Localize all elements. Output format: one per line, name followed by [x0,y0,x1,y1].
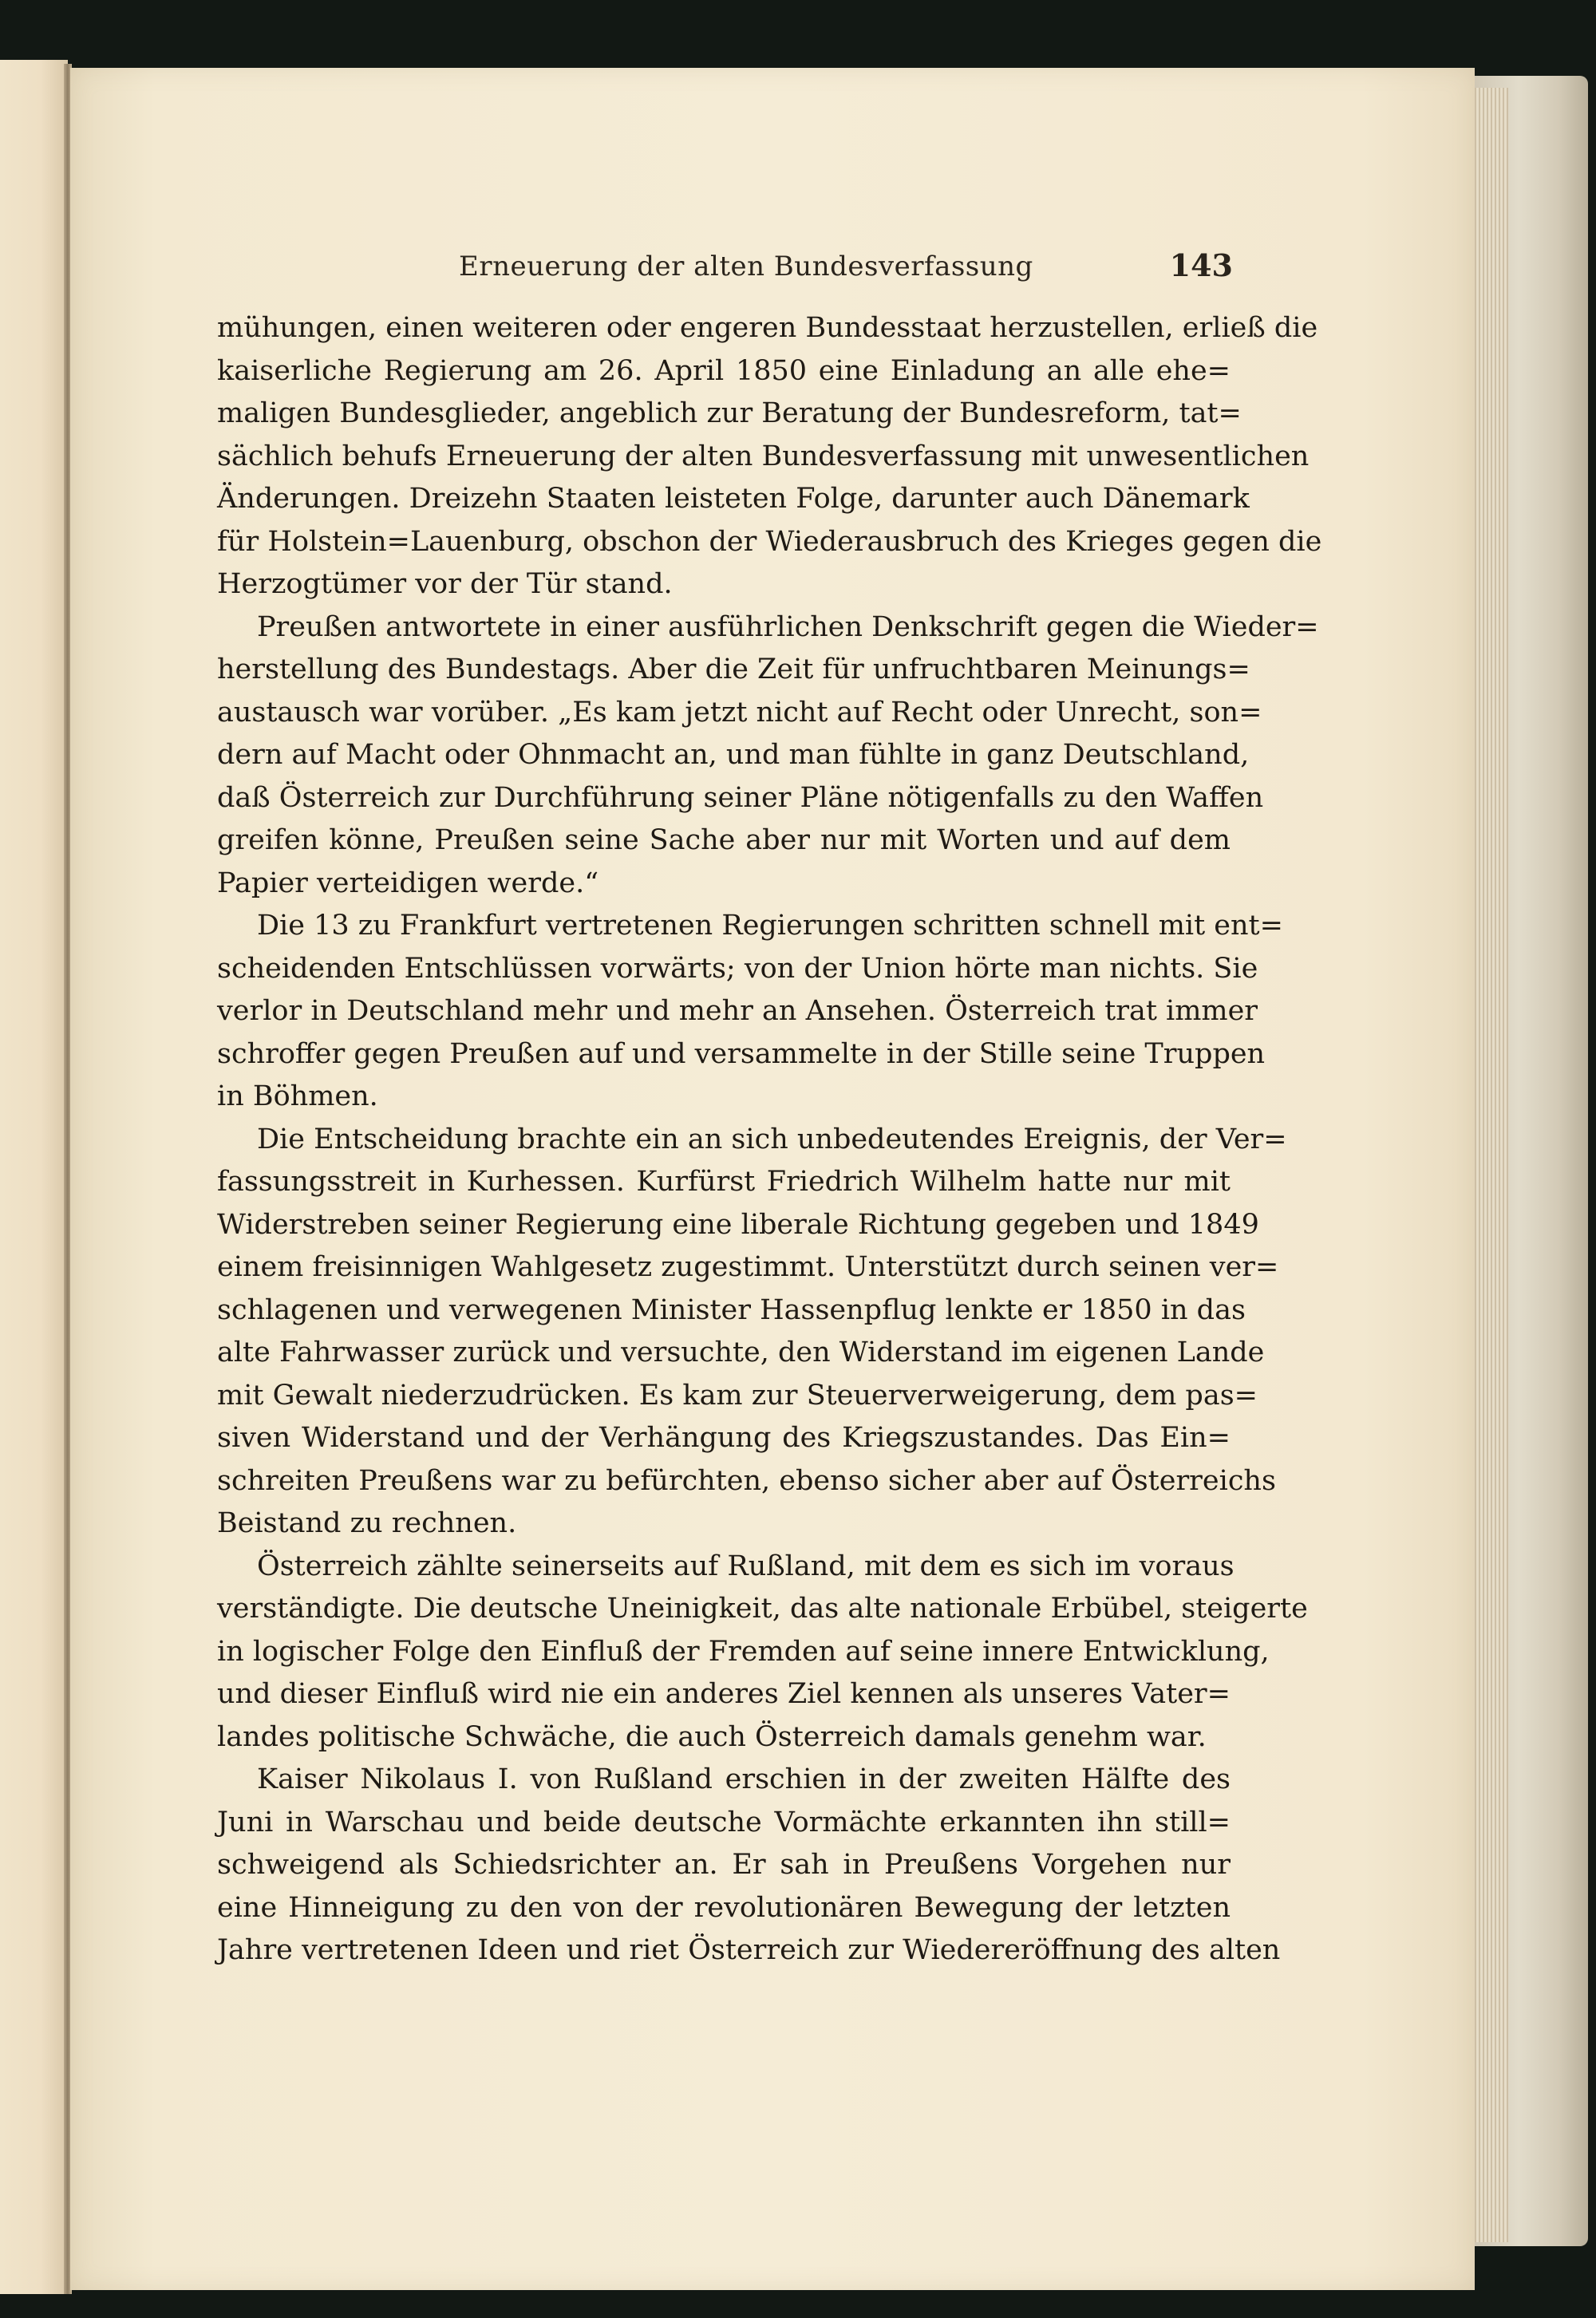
text-line: herstellung des Bundestags. Aber die Zeit für unfruchtbaren Meinungs= [217,654,1250,685]
text-line: schweigend als Schiedsrichter an. Er sah in Preußens Vorgehen nur [217,1849,1231,1881]
text-line: Die Entscheidung brachte ein an sich unbedeutendes Ereignis, der Ver= [257,1123,1287,1155]
text-line: Die 13 zu Frankfurt vertretenen Regierungen schritten schnell mit ent= [257,910,1283,942]
text-line: fassungsstreit in Kurhessen. Kurfürst Friedrich Wilhelm hatte nur mit [217,1166,1231,1198]
text-line: Kaiser Nikolaus I. von Rußland erschien in der zweiten Hälfte des [257,1763,1231,1795]
text-line: austausch war vorüber. „Es kam jetzt nicht auf Recht oder Unrecht, son= [217,696,1262,729]
paragraph [217,1119,1287,1546]
paragraph [217,307,1322,606]
text-line: und dieser Einfluß wird nie ein anderes Ziel kennen als unseres Vater= [217,1678,1231,1710]
text-line: scheidenden Entschlüssen vorwärts; von der Union hörte man nichts. Sie [217,952,1258,985]
text-line: Herzogtümer vor der Tür stand. [217,568,673,600]
paragraph [217,1759,1281,1972]
text-line: in logischer Folge den Einfluß der Fremden auf seine innere Entwicklung, [217,1635,1270,1668]
text-line: kaiserliche Regierung am 26. April 1850 eine Einladung an alle ehe= [217,354,1231,387]
text-line: landes politische Schwäche, die auch Österreich damals genehm war. [217,1720,1207,1753]
text-line: eine Hinneigung zu den von der revolutionären Bewegung der letzten [217,1891,1231,1924]
text-line: schreiten Preußens war zu befürchten, ebenso sicher aber auf Österreichs [217,1464,1276,1497]
text-line: Papier verteidigen werde.“ [217,867,599,899]
page-header [459,247,1233,289]
text-line: verlor in Deutschland mehr und mehr an Ansehen. Österreich trat immer [217,995,1258,1027]
page-number: 143 [1169,247,1233,283]
text-line: siven Widerstand und der Verhängung des Kriegszustandes. Das Ein= [217,1422,1231,1454]
paragraph [217,905,1283,1119]
text-line: Österreich zählte seinerseits auf Rußland, mit dem es sich im voraus [257,1550,1235,1582]
text-line: Juni in Warschau und beide deutsche Vormächte erkannten ihn still= [217,1806,1231,1838]
paragraph [217,606,1319,906]
text-line: daß Österreich zur Durchführung seiner Pläne nötigenfalls zu den Waffen [217,781,1264,814]
text-line: einem freisinnigen Wahlgesetz zugestimmt. Unterstützt durch seinen ver= [217,1251,1279,1283]
left-page [0,60,68,2294]
text-line: mit Gewalt niederzudrücken. Es kam zur Steuerverweigerung, dem pas= [217,1379,1258,1412]
running-title: Erneuerung der alten Bundesverfassung [459,251,1033,282]
text-line: Widerstreben seiner Regierung eine liberale Richtung gegeben und 1849 [217,1208,1259,1241]
text-line: Änderungen. Dreizehn Staaten leisteten Folge, darunter auch Dänemark [217,483,1250,515]
text-line: verständigte. Die deutsche Uneinigkeit, das alte nationale Erbübel, steigerte [217,1593,1308,1625]
paragraph [217,1546,1308,1759]
text-line: Beistand zu rechnen. [217,1507,517,1539]
text-line: dern auf Macht oder Ohnmacht an, und man fühlte in ganz Deutschland, [217,739,1250,771]
body-text [217,307,1322,1972]
text-line: sächlich behufs Erneuerung der alten Bundesverfassung mit unwesentlichen [217,440,1310,472]
text-line: in Böhmen. [217,1080,378,1112]
text-line: alte Fahrwasser zurück und versuchte, den Widerstand im eigenen Lande [217,1337,1265,1368]
text-line: Preußen antwortete in einer ausführlichen Denkschrift gegen die Wieder= [257,610,1319,643]
text-line: schroffer gegen Preußen auf und versammelte in der Stille seine Truppen [217,1037,1266,1070]
text-line: für Holstein=Lauenburg, obschon der Wiederausbruch des Krieges gegen die [217,525,1322,558]
text-line: Jahre vertretenen Ideen und riet Österreich zur Wiedereröffnung des alten [217,1934,1281,1966]
text-line: schlagenen und verwegenen Minister Hassenpflug lenkte er 1850 in das [217,1293,1246,1326]
text-line: mühungen, einen weiteren oder engeren Bundesstaat herzustellen, erließ die [217,312,1318,344]
text-line: maligen Bundesglieder, angeblich zur Beratung der Bundesreform, tat= [217,397,1242,429]
text-line: greifen könne, Preußen seine Sache aber nur mit Worten und auf dem [217,824,1231,856]
